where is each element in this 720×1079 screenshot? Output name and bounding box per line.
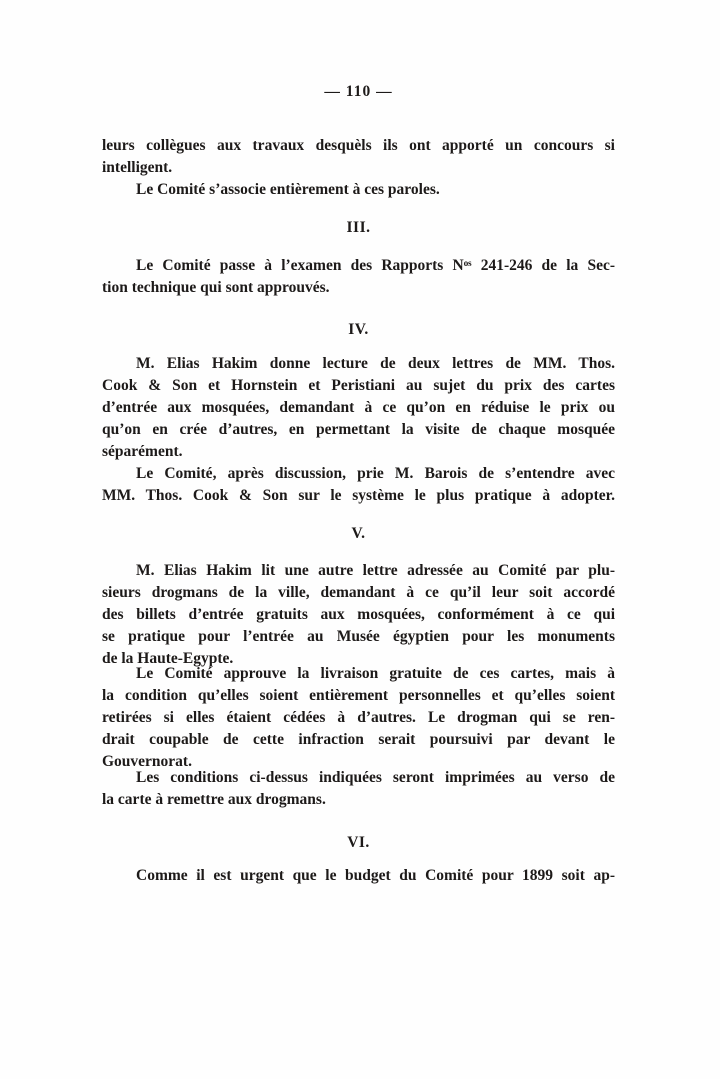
section-heading-iv: IV. xyxy=(348,321,369,338)
text-line: se pratique pour l’entrée au Musée égyptien pour les monuments xyxy=(102,628,615,645)
text-line: la condition qu’elles soient entièrement personnelles et qu’elles soient xyxy=(102,687,615,704)
text-line: Cook & Son et Hornstein et Peristiani au sujet du prix des cartes xyxy=(102,377,615,394)
text-line: d’entrée aux mosquées, demandant à ce qu’on en réduise le prix ou xyxy=(102,399,615,416)
paragraph-comite-barois xyxy=(102,463,615,507)
text-line: Les conditions ci-dessus indiquées seront imprimées au verso de xyxy=(136,769,615,786)
text-line: M. Elias Hakim donne lecture de deux lettres de MM. Thos. xyxy=(136,355,615,372)
text-line: intelligent. xyxy=(102,159,173,176)
text-line: leurs collègues aux travaux desquèls ils ont apporté un concours si xyxy=(102,137,615,154)
paragraph-comite-associe xyxy=(102,179,615,201)
paragraph-conditions-verso xyxy=(102,767,615,811)
text-line: retirées si elles étaient cédées à d’autres. Le drogman qui se ren- xyxy=(102,709,615,726)
text-line: de la Haute-Egypte. xyxy=(102,650,234,667)
text-line: séparément. xyxy=(102,443,183,460)
paragraph-rapports xyxy=(102,255,615,299)
text-line: M. Elias Hakim lit une autre lettre adressée au Comité par plu- xyxy=(136,562,615,579)
section-heading-iii: III. xyxy=(346,219,371,236)
text-line: des billets d’entrée gratuits aux mosquées, conformément à ce qui xyxy=(102,606,615,623)
text-line: tion technique qui sont approuvés. xyxy=(102,279,330,296)
text-line: drait coupable de cette infraction serait poursuivi par devant le xyxy=(102,731,615,748)
section-heading-v: V. xyxy=(351,525,366,542)
text-line: Le Comité passe à l’examen des Rapports Nᵒˢ 241-246 de la Sec- xyxy=(136,257,615,274)
text-line: Le Comité, après discussion, prie M. Barois de s’entendre avec xyxy=(136,465,615,482)
paragraph-continuation xyxy=(102,135,615,179)
paragraph-lettres-cook xyxy=(102,353,615,463)
text-line: MM. Thos. Cook & Son sur le système le plus pratique à adopter. xyxy=(102,487,615,504)
page-number: — 110 — xyxy=(324,83,393,100)
paragraph-budget-1899 xyxy=(102,865,615,887)
text-line: Le Comité approuve la livraison gratuite de ces cartes, mais à xyxy=(136,665,615,682)
text-line: Le Comité s’associe entièrement à ces paroles. xyxy=(136,181,440,198)
section-heading-vi: VI. xyxy=(347,834,370,851)
text-line: qu’on en crée d’autres, en permettant la visite de chaque mosquée xyxy=(102,421,615,438)
text-line: Gouvernorat. xyxy=(102,753,192,770)
paragraph-drogmans xyxy=(102,560,615,670)
text-line: sieurs drogmans de la ville, demandant à ce qu’il leur soit accordé xyxy=(102,584,615,601)
paragraph-livraison-cartes xyxy=(102,663,615,773)
text-line: Comme il est urgent que le budget du Comité pour 1899 soit ap- xyxy=(136,867,615,884)
text-line: la carte à remettre aux drogmans. xyxy=(102,791,326,808)
